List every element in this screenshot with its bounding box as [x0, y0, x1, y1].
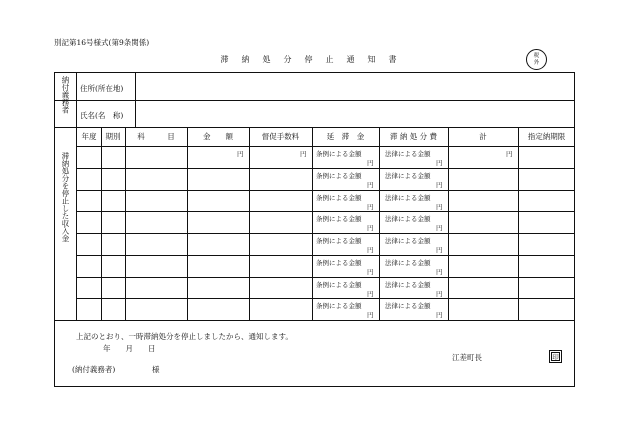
table-row-divider: [76, 233, 575, 234]
stamp-line-2: 外: [533, 59, 540, 66]
taxpayer-label-divider: [135, 72, 136, 127]
tax-exempt-stamp: [526, 49, 547, 70]
addressee-label: (納付義務者): [72, 365, 116, 374]
issuer-name: 江差町長: [452, 353, 482, 362]
table-row-divider: [76, 277, 575, 278]
ordinance-amount-label: 条例による金額: [316, 302, 362, 310]
amount-yen: 円: [237, 150, 244, 158]
header-late-charge: 延 滞 金: [326, 132, 365, 141]
total-yen: 円: [506, 150, 513, 158]
col-divider-period: [125, 127, 126, 320]
col-divider-amount: [249, 127, 250, 320]
law-amount-label: 法律による金額: [385, 237, 431, 245]
col-divider-year: [101, 127, 102, 320]
late-yen: 円: [367, 246, 374, 254]
header-disposition-cost: 滞 納 処 分 費: [389, 132, 438, 141]
late-yen: 円: [367, 203, 374, 211]
col-divider-subject: [187, 127, 188, 320]
law-amount-label: 法律による金額: [385, 172, 431, 180]
col-divider-total: [518, 127, 519, 320]
late-yen: 円: [367, 159, 374, 167]
notice-text: 上記のとおり、一時滞納処分を停止しましたから、通知します。: [76, 332, 293, 341]
ordinance-amount-label: 条例による金額: [316, 259, 362, 267]
table-row-divider: [76, 298, 575, 299]
law-amount-label: 法律による金額: [385, 215, 431, 223]
table-row-divider: [76, 211, 575, 212]
late-yen: 円: [367, 181, 374, 189]
header-amount: 金 額: [203, 132, 233, 141]
form-reference: 別記第16号様式(第9条関係): [54, 38, 150, 47]
header-dunning-fee: 督促手数料: [261, 132, 300, 141]
header-due-date: 指定納期限: [527, 132, 566, 141]
ordinance-amount-label: 条例による金額: [316, 281, 362, 289]
disposition-yen: 円: [436, 181, 443, 189]
address-row-divider: [54, 100, 575, 101]
ordinance-amount-label: 条例による金額: [316, 150, 362, 158]
disposition-yen: 円: [436, 311, 443, 319]
official-seal: 印: [549, 350, 562, 363]
address-label: 住所(所在地): [80, 84, 124, 93]
label-column-divider: [76, 72, 77, 320]
stamp-line-1: 税: [533, 53, 540, 59]
law-amount-label: 法律による金額: [385, 281, 431, 289]
header-total: 計: [479, 132, 487, 141]
header-year: 年度: [81, 132, 97, 141]
disposition-yen: 円: [436, 203, 443, 211]
col-divider-late: [379, 127, 380, 320]
late-yen: 円: [367, 311, 374, 319]
header-subject: 科 目: [137, 132, 175, 141]
law-amount-label: 法律による金額: [385, 259, 431, 267]
footer-divider: [54, 320, 575, 321]
notice-date: 年 月 日: [103, 344, 156, 353]
ordinance-amount-label: 条例による金額: [316, 237, 362, 245]
late-yen: 円: [367, 268, 374, 276]
late-yen: 円: [367, 224, 374, 232]
law-amount-label: 法律による金額: [385, 150, 431, 158]
disposition-yen: 円: [436, 159, 443, 167]
name-label: 氏名(名 称): [80, 111, 124, 120]
table-header-divider: [76, 146, 575, 147]
disposition-yen: 円: [436, 268, 443, 276]
disposition-yen: 円: [436, 224, 443, 232]
ordinance-amount-label: 条例による金額: [316, 194, 362, 202]
taxpayer-section-label: 納付義務者: [61, 76, 70, 114]
late-yen: 円: [367, 290, 374, 298]
document-title: 滞納処分停止通知書: [220, 55, 410, 64]
header-period: 期別: [105, 132, 121, 141]
taxpayer-section-divider: [54, 127, 575, 128]
fee-yen: 円: [300, 150, 307, 158]
disposition-yen: 円: [436, 246, 443, 254]
col-divider-disposition: [448, 127, 449, 320]
ordinance-amount-label: 条例による金額: [316, 215, 362, 223]
table-row-divider: [76, 168, 575, 169]
disposition-yen: 円: [436, 290, 443, 298]
law-amount-label: 法律による金額: [385, 194, 431, 202]
addressee-honorific: 様: [152, 365, 160, 374]
col-divider-fee: [312, 127, 313, 320]
table-row-divider: [76, 190, 575, 191]
table-side-label: 滞納処分を停止した収入金: [61, 152, 70, 242]
ordinance-amount-label: 条例による金額: [316, 172, 362, 180]
law-amount-label: 法律による金額: [385, 302, 431, 310]
table-row-divider: [76, 255, 575, 256]
